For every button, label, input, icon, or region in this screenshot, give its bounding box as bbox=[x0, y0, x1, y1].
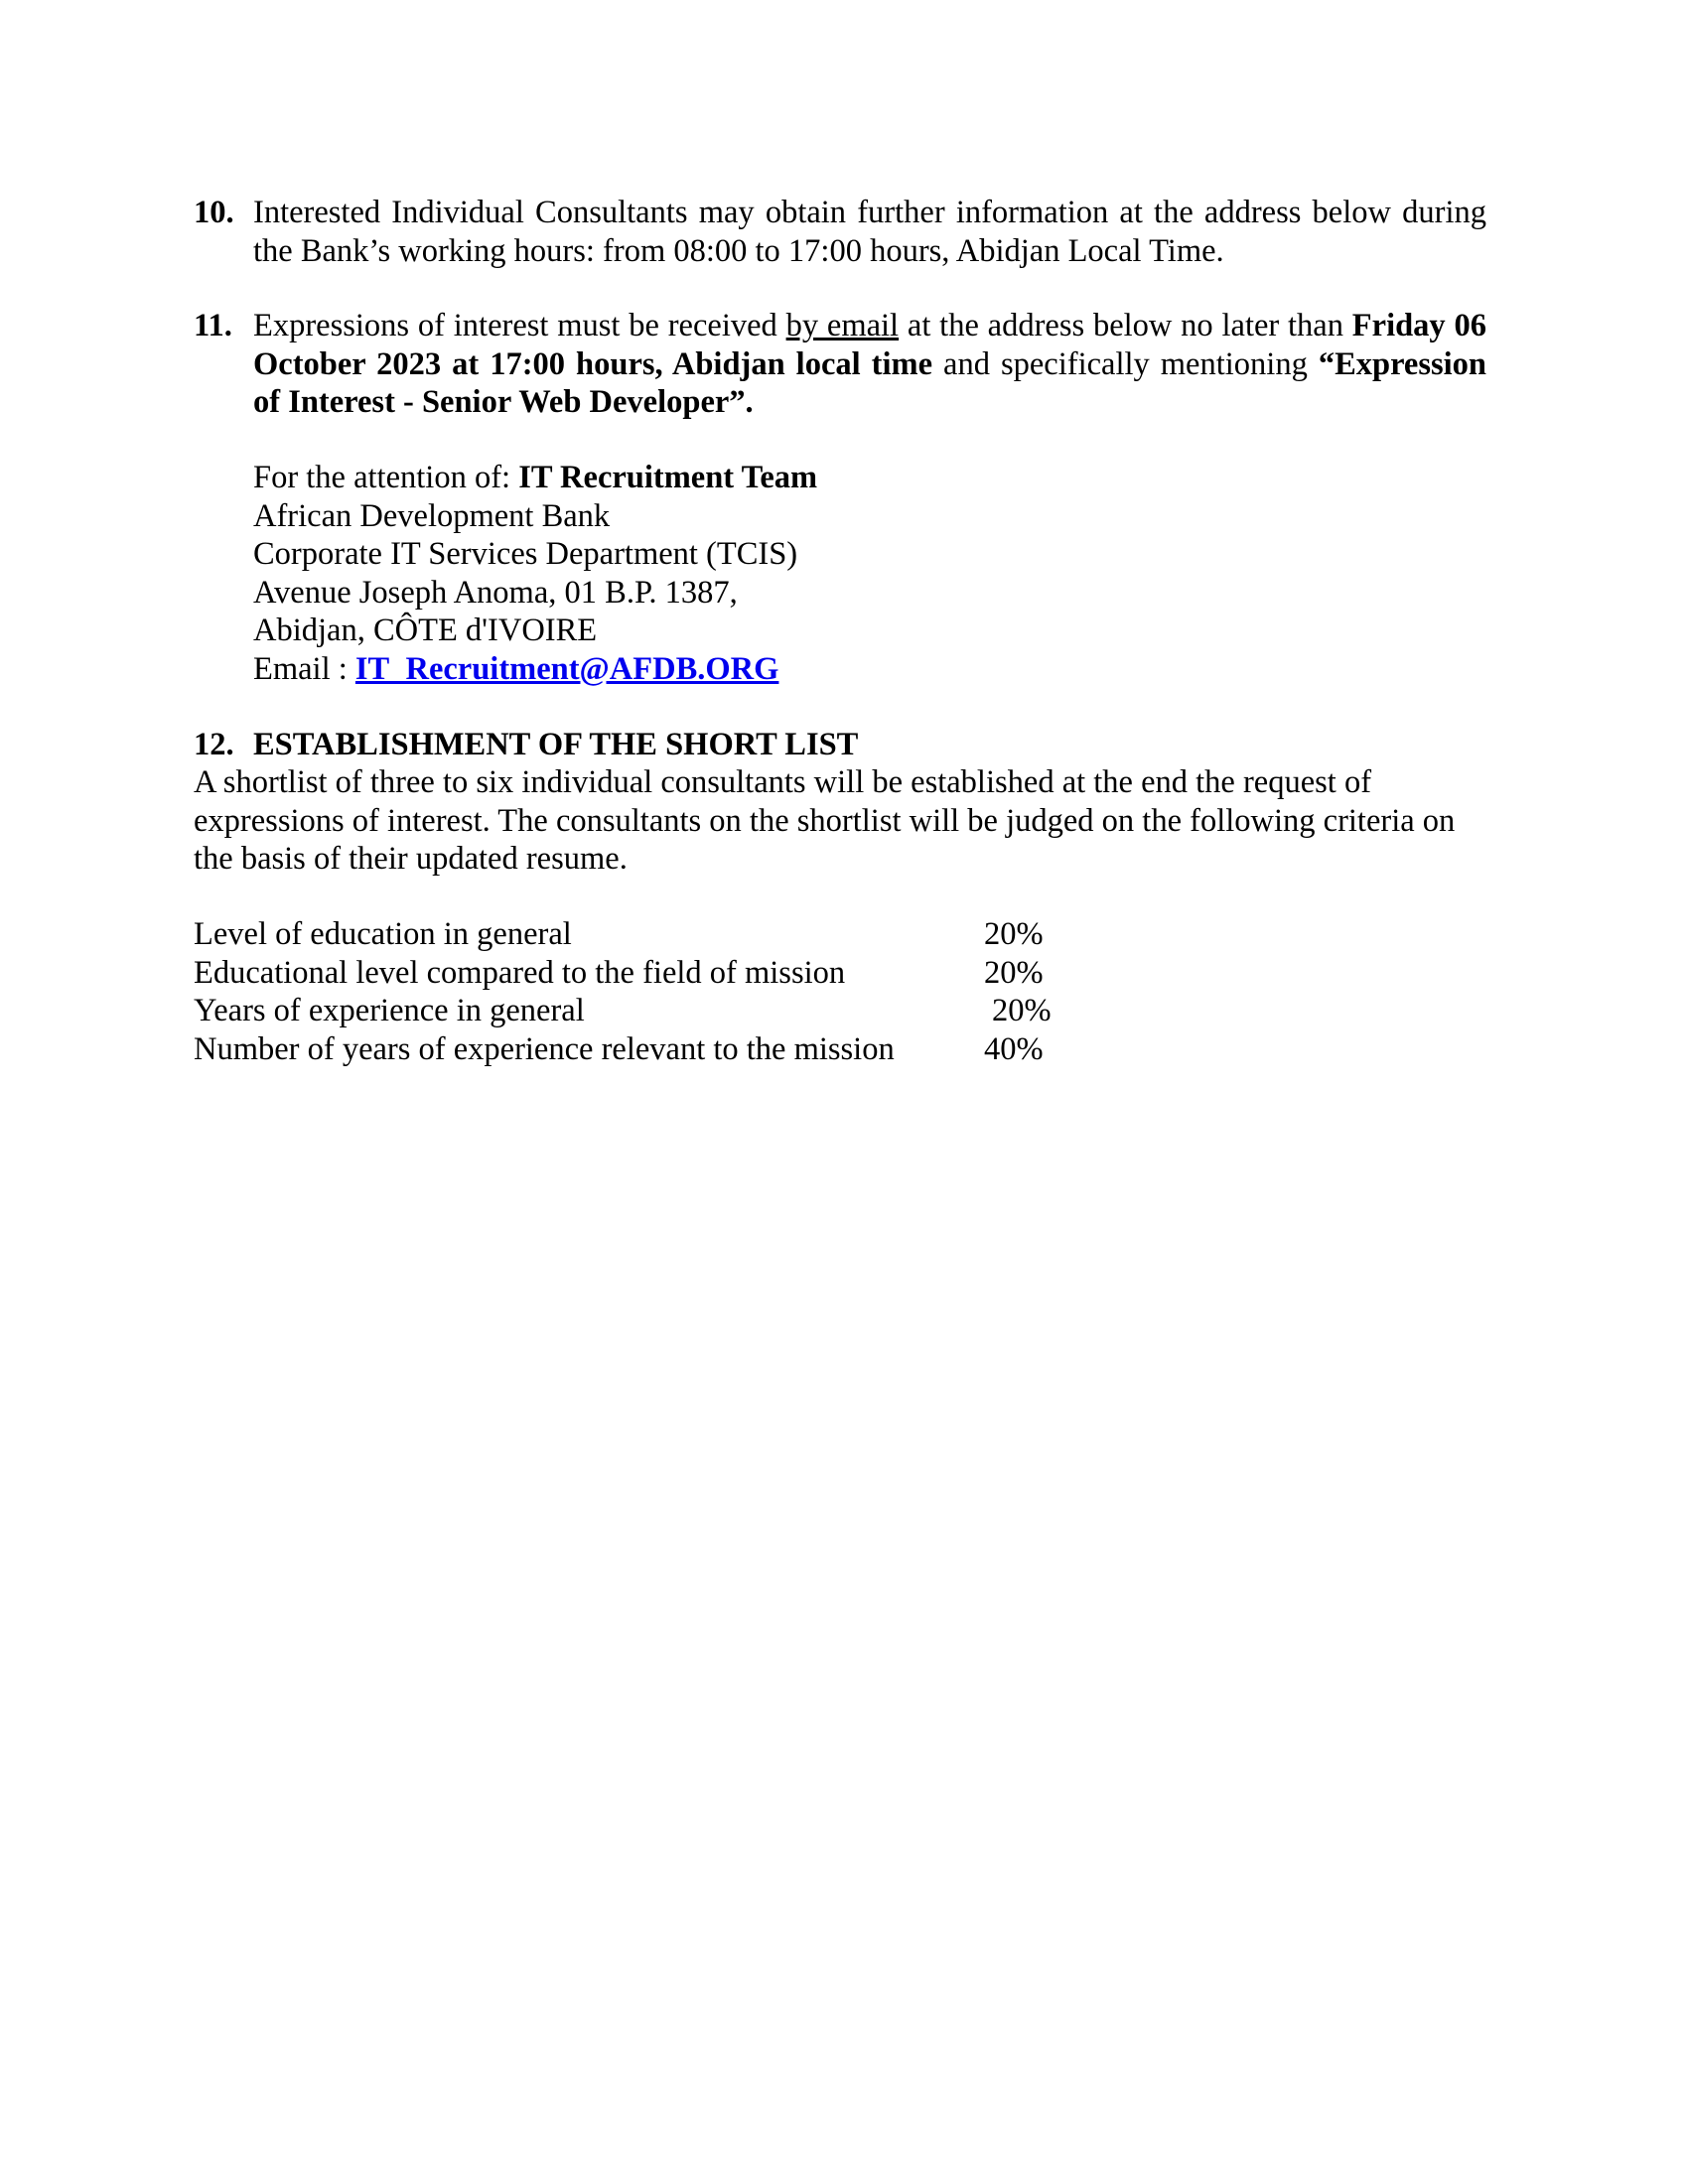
item-text bbox=[253, 307, 1486, 422]
section-number: 12. bbox=[194, 727, 234, 762]
attention-prefix: For the attention of: bbox=[253, 460, 519, 495]
criteria-label: Number of years of experience relevant to the mission bbox=[194, 1030, 895, 1067]
item-11 bbox=[194, 307, 1486, 422]
criteria-weight: 20% bbox=[992, 993, 1052, 1028]
address-line-2: Corporate IT Services Department (TCIS) bbox=[253, 536, 798, 572]
address-block bbox=[253, 459, 817, 688]
criteria-label: Educational level compared to the field of mission bbox=[194, 954, 846, 991]
section-12-line-2: expressions of interest. The consultants on the shortlist will be judged on the following criteria on bbox=[194, 802, 1456, 839]
criteria-weight: 40% bbox=[984, 1030, 1044, 1067]
email-link[interactable]: IT_Recruitment@AFDB.ORG bbox=[354, 650, 779, 687]
section-title: ESTABLISHMENT OF THE SHORT LIST bbox=[253, 727, 859, 762]
item-10-line-2: the Bank’s working hours: from 08:00 to 17:00 hours, Abidjan Local Time. bbox=[253, 232, 1224, 269]
item-number: 11. bbox=[194, 308, 232, 343]
item-text bbox=[253, 194, 1486, 270]
section-12-line-1: A shortlist of three to six individual consultants will be established at the end the request of bbox=[194, 764, 1372, 800]
criteria-label: Years of experience in general bbox=[194, 993, 585, 1028]
item-11-text-a: Expressions of interest must be received bbox=[253, 308, 786, 343]
item-11-text-c: and specifically mentioning bbox=[932, 345, 1319, 382]
criteria-row bbox=[194, 954, 1044, 993]
section-12-line-3: the basis of their updated resume. bbox=[194, 841, 628, 877]
address-line-4: Abidjan, CÔTE d'IVOIRE bbox=[253, 613, 598, 648]
criteria-row bbox=[194, 1030, 1044, 1069]
criteria-weight: 20% bbox=[984, 954, 1044, 991]
item-10 bbox=[194, 194, 1486, 270]
address-line-3: Avenue Joseph Anoma, 01 B.P. 1387, bbox=[253, 574, 738, 611]
attention-name: IT Recruitment Team bbox=[518, 460, 818, 495]
email-line bbox=[253, 650, 817, 689]
item-number: 10. bbox=[194, 195, 234, 230]
email-subject-text: “Expression of Interest - Senior Web Developer”. bbox=[253, 345, 1487, 420]
criteria-list bbox=[194, 915, 1052, 1068]
deadline-text: Friday 06 October 2023 at 17:00 hours, Abidjan local time bbox=[253, 308, 1486, 382]
attention-line bbox=[253, 459, 817, 497]
by-email-emphasis: by email bbox=[785, 308, 900, 343]
address-line-1: African Development Bank bbox=[253, 497, 611, 534]
section-12-heading bbox=[194, 726, 858, 764]
item-10-line-1: Interested Individual Consultants may obtain further information at the address below during bbox=[253, 195, 1486, 230]
section-12-body bbox=[194, 763, 1486, 879]
item-11-text-b: at the address below no later than bbox=[899, 308, 1352, 343]
email-prefix: Email : bbox=[253, 650, 355, 687]
criteria-row bbox=[194, 992, 1052, 1030]
criteria-label: Level of education in general bbox=[194, 916, 572, 952]
criteria-weight: 20% bbox=[984, 916, 1044, 952]
criteria-row bbox=[194, 915, 1044, 954]
